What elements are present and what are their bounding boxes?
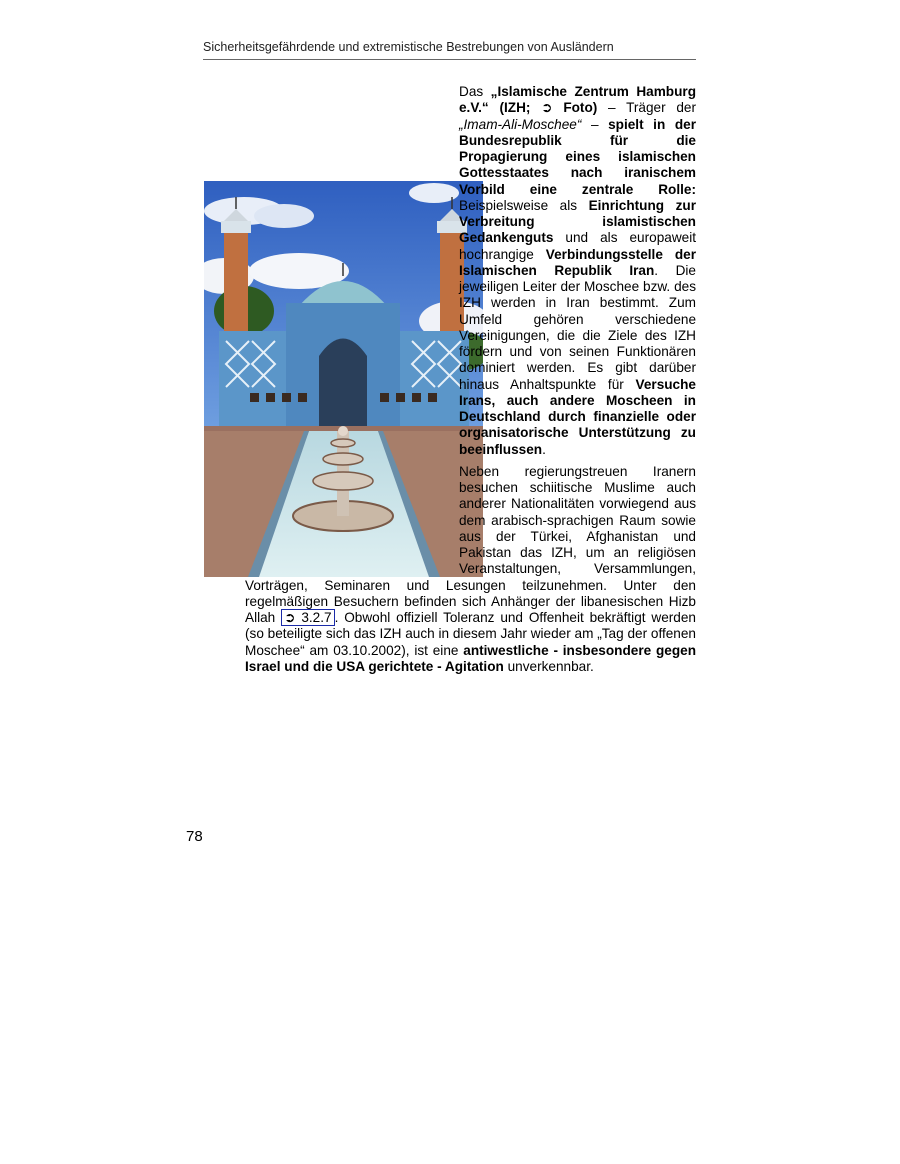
page-number: 78 xyxy=(186,828,203,845)
photo-space xyxy=(204,182,454,574)
bold-run: Versuche Irans, auch andere Moscheen in Deutschland durch finanzielle oder organisatorische Unterstützung zu beeinflussen xyxy=(459,376,696,457)
bold-run: Verbindungsstelle der Islamischen Republik Iran xyxy=(459,246,696,278)
text-run: und als europaweit hochrangige xyxy=(459,230,696,262)
text-run: . Obwohl offiziell Toleranz und Offenheit bekräftigt werden (so beteiligte sich das IZH auch in diesem Jahr wieder am „Tag der offenen Moschee“ am 03.10.2002), ist eine xyxy=(245,610,696,658)
paragraph-izh xyxy=(245,84,696,458)
photo-ref-label: Foto) xyxy=(563,100,598,116)
text-run: – Träger der xyxy=(597,100,697,116)
text-run: . Die jeweiligen Leiter der Moschee bzw. des IZH werden in Iran bestimmt. Zum Umfeld gehören verschiedene Vereinigungen, die die Ziele des IZH fördern und von seinen Funktionären dominiert werden. Es gibt darüber hinaus Anhaltspunkte für xyxy=(459,262,696,392)
text-run: . xyxy=(542,441,546,457)
photo-ref xyxy=(553,100,598,115)
mosque-name: „Imam-Ali-Moschee“ xyxy=(459,116,582,132)
text-run: Beispielsweise als xyxy=(459,197,589,213)
running-title: Sicherheitsgefährdende und extremistische Bestrebungen von Ausländern xyxy=(203,40,614,54)
text-run: Neben regierungstreuen Iranern besuchen schiitische Muslime auch anderer Nationalitäten vorwiegend aus dem arabisch-sprachigen Raum sowie aus der Türkei, Afghanistan und Pakistan das IZH, um an religiösen Veranstaltungen, Versammlungen, Vorträgen, Seminaren und Lesungen teilzunehmen. Unter den regelmäßigen Besuchern befinden sich Anhänger der libanesischen Hizb Allah xyxy=(245,463,696,625)
crossref-label: 3.2.7 xyxy=(301,610,332,625)
text-run: – xyxy=(581,116,609,132)
text-run: Das xyxy=(459,84,491,99)
section-crossref-link[interactable] xyxy=(281,609,334,626)
bold-run: antiwestliche - insbesondere gegen Israel und die USA gerichtete - Agitation xyxy=(245,642,697,674)
bold-run: Einrichtung zur Verbreitung islamistischen Gedankenguts xyxy=(459,197,697,246)
izh-name: „Islamische Zentrum Hamburg e.V.“ (IZH; xyxy=(459,84,697,116)
arrow-icon: ➲ xyxy=(541,100,553,116)
running-header xyxy=(203,40,696,60)
arrow-icon: ➲ xyxy=(284,610,296,625)
text-run: unverkennbar. xyxy=(503,658,594,674)
body-text xyxy=(245,84,696,675)
bold-run: spielt in der Bundesrepublik für die Propagierung eines islamischen Gottesstaates nach iranischem Vorbild eine zentrale Rolle: xyxy=(459,116,696,197)
